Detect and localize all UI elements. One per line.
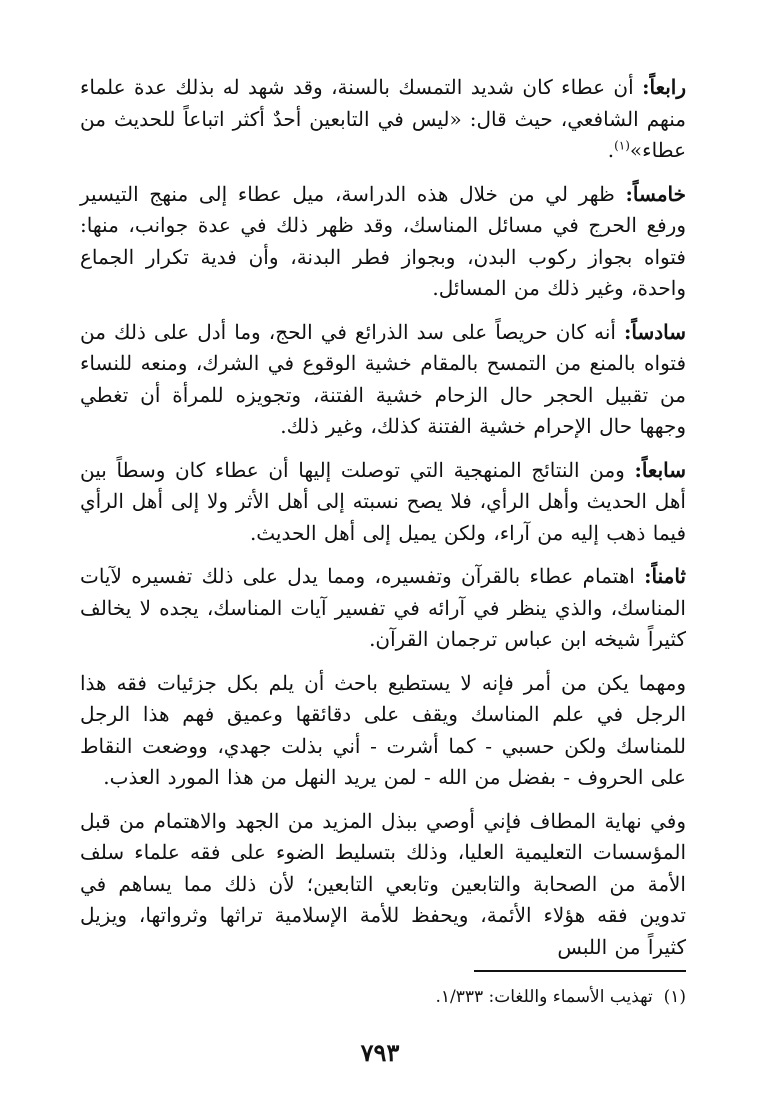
- page-number: ٧٩٣: [360, 1038, 400, 1067]
- paragraph-text: وفي نهاية المطاف فإني أوصي ببذل المزيد من الجهد والاهتمام من قبل المؤسسات التعليمية العليا، وذلك بتسليط الضوء على فقه علماء سلف الأمة من الصحابة والتابعين وتابعي التابعين؛ لأن ذلك مما يساهم في تدوين فقه هؤلاء الأئمة، ويحفظ للأمة الإسلامية تراثها وثرواتها، ويزيل كثيراً من اللبس: [80, 808, 686, 959]
- paragraph-text: ومن النتائج المنهجية التي توصلت إليها أن عطاء كان وسطاً بين أهل الحديث وأهل الرأي، فلا يصح نسبته إلى أهل الأثر ولا إلى أهل الرأي فيما ذهب إليه من آراء، ولكن يميل إلى أهل الحديث.: [80, 457, 686, 545]
- footnote-reference[interactable]: (١): [614, 138, 630, 153]
- paragraph-text: أن عطاء كان شديد التمسك بالسنة، وقد شهد له بذلك عدة علماء منهم الشافعي، حيث قال: «ليس في التابعين أحدٌ أكثر اتباعاً للحديث من عطاء»: [80, 75, 686, 162]
- paragraph-tail: .: [607, 138, 615, 162]
- paragraph-recommendation: [80, 806, 686, 964]
- paragraph-sabian: [80, 455, 686, 550]
- footnote-divider: [474, 970, 686, 972]
- paragraph-label: خامساً:: [625, 181, 686, 206]
- footnote-text: تهذيب الأسماء واللغات: ١/٣٣٣.: [435, 987, 653, 1007]
- paragraph-text: أنه كان حريصاً على سد الذرائع في الحج، وما أدل على ذلك من فتواه بالمنع من التمسح بالمقام خشية الوقوع في الشرك، ومنعه للنساء من تقبيل الحجر حال الزحام خشية الفتنة، وتجويزه للمرأة أن تغطي وجهها حال الإحرام خشية الفتنة كذلك، وغير ذلك.: [80, 319, 686, 438]
- paragraph-khamisan: [80, 179, 686, 305]
- paragraph-text: اهتمام عطاء بالقرآن وتفسيره، ومما يدل على ذلك تفسيره لآيات المناسك، والذي ينظر في آرائه في تفسير آيات المناسك، يجده لا يخالف كثيراً شيخه ابن عباس ترجمان القرآن.: [80, 564, 686, 651]
- paragraph-text: ظهر لي من خلال هذه الدراسة، ميل عطاء إلى منهج التيسير ورفع الحرج في مسائل المناسك، وقد ظهر ذلك في عدة جوانب، منها: فتواه بجواز ركوب البدن، وبجواز فطر البدنة، وأن فدية تكرار الجماع واحدة، وغير ذلك من المسائل.: [80, 181, 686, 300]
- footnote-number: (١): [663, 987, 686, 1007]
- paragraph-thaminan: [80, 561, 686, 656]
- paragraph-text: ومهما يكن من أمر فإنه لا يستطيع باحث أن يلم بكل جزئيات فقه هذا الرجل في علم المناسك ويقف على دقائقها وعميق فهم هذا الرجل للمناسك ولكن حسبي - كما أشرت - أني بذلت جهدي، ووضعت النقاط على الحروف - بفضل من الله - لمن يريد النهل من هذا المورد العذب.: [80, 670, 686, 789]
- paragraph-label: سابعاً:: [634, 457, 686, 482]
- paragraph-label: رابعاً:: [642, 75, 686, 99]
- main-text: [80, 72, 686, 975]
- paragraph-label: ثامناً:: [644, 564, 686, 588]
- paragraph-conclusion: [80, 668, 686, 794]
- footnote: [80, 984, 686, 1010]
- paragraph-rabian: [80, 72, 686, 167]
- paragraph-label: سادساً:: [624, 319, 686, 344]
- paragraph-sadisan: [80, 317, 686, 443]
